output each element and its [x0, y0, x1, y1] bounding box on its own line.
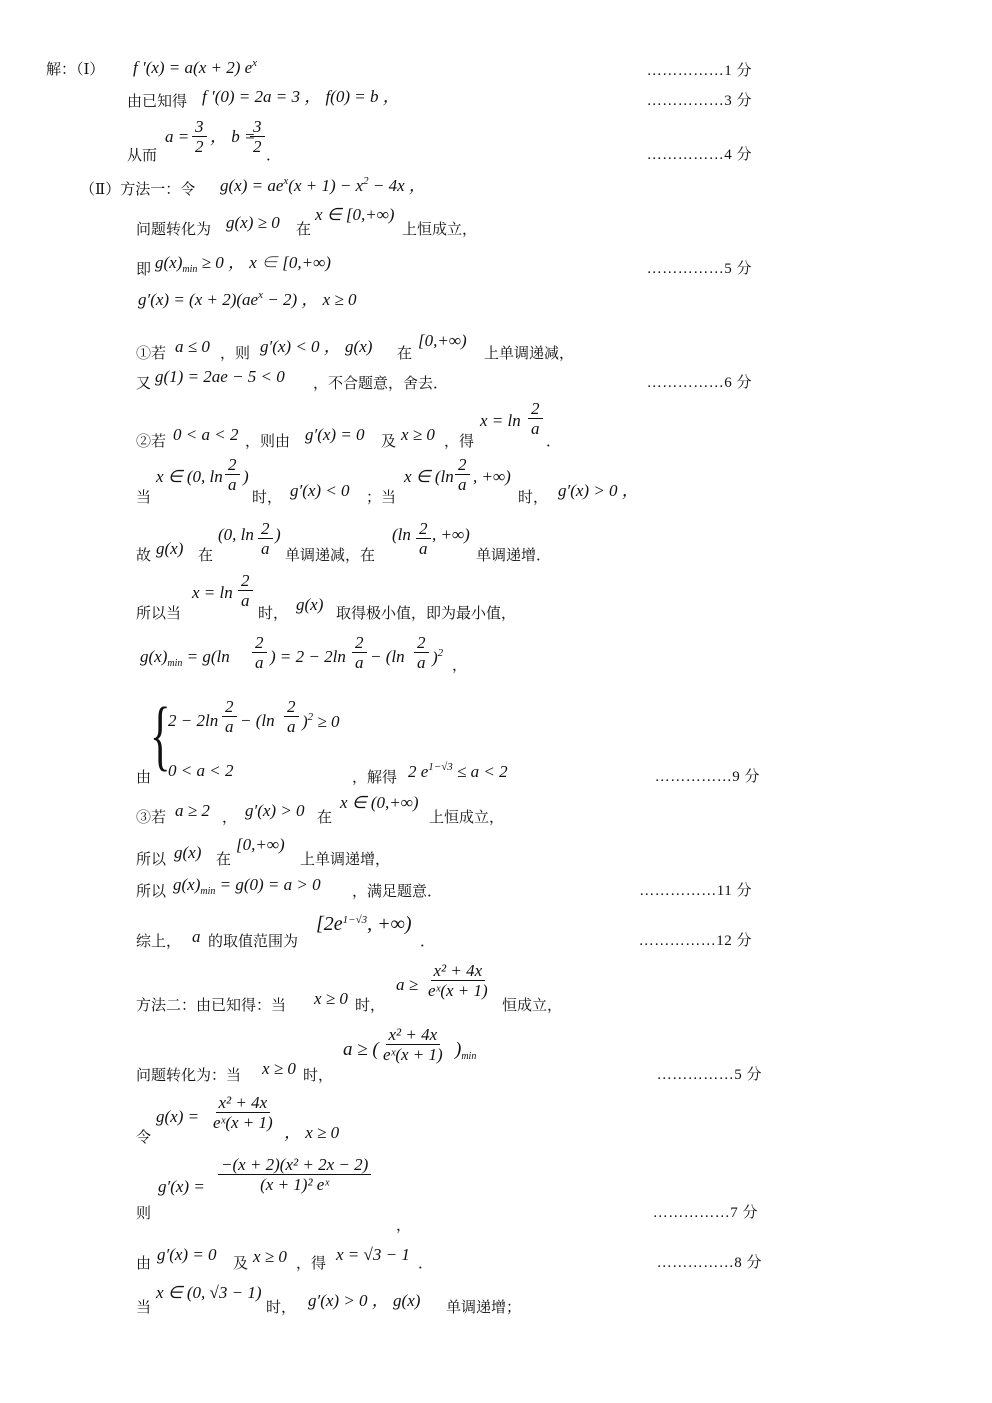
math: x ≥ 0 — [401, 425, 435, 444]
text: ，得 — [444, 432, 475, 450]
math: ， b = — [210, 127, 256, 146]
score-mark: ……………12 分 — [638, 933, 752, 949]
math: $g(x) = ae^x(x + 1) - x^2 - 4x$ ， — [220, 175, 426, 195]
math: )$_{min}$ — [455, 1039, 477, 1062]
fraction: $\frac{2}{a}$ — [225, 456, 240, 493]
text: 问题转化为：当 — [136, 1066, 242, 1084]
fraction: $\frac{2}{a}$ — [222, 698, 237, 735]
fraction: $\frac{2}{a}$ — [416, 520, 431, 557]
fraction: $\frac{\text{x² + 4x}}{\text{eˣ(x + 1)}}$ — [428, 961, 488, 1000]
math: ) — [243, 467, 249, 486]
math: a ≥ — [396, 975, 419, 994]
text: ， — [222, 808, 238, 826]
text: 上恒成立， — [429, 808, 505, 826]
score-mark: ……………1 分 — [646, 63, 752, 79]
text: 在 — [216, 850, 232, 868]
math: a ≥ 2 — [175, 801, 210, 820]
math: g(x) = — [156, 1107, 200, 1126]
part2-label: （Ⅱ）方法一：令 — [80, 180, 196, 198]
math: x ≥ 0 — [314, 989, 348, 1008]
math: (0, ln — [218, 525, 254, 544]
text: ． — [546, 432, 562, 450]
math: x ≥ 0 — [262, 1059, 296, 1078]
math: $g(x)_{min} = g(\ln$ — [140, 647, 230, 669]
text: 在 — [198, 546, 214, 564]
text: 恒成立， — [502, 996, 563, 1014]
math: g′(x) < 0 ， g(x) — [260, 337, 373, 356]
math: $g'(x) = (x + 2)(ae^x - 2)$ ， x ≥ 0 — [138, 289, 357, 309]
text: ． — [266, 146, 282, 164]
text: ，解得 — [352, 768, 398, 786]
fraction: $\frac{\text{x² + 4x}}{\text{eˣ(x + 1)}}$ — [213, 1093, 273, 1132]
math: )$^2$ — [432, 647, 444, 667]
math: g′(x) = 0 — [305, 425, 365, 444]
fraction: $\frac{2}{a}$ — [238, 572, 253, 609]
text: 故 — [136, 546, 152, 564]
left-brace: { — [150, 691, 171, 778]
math: x ≥ 0 — [253, 1247, 287, 1266]
math: [$2e^{1-√3}$, +∞) — [316, 913, 412, 935]
text: ，得 — [296, 1254, 327, 1272]
math: (ln — [392, 525, 411, 544]
math: f ′(x) = a(x + 2) $e^x$ — [133, 57, 258, 77]
text: 单调递减，在 — [285, 546, 376, 564]
fraction: $\frac{2}{a}$ — [252, 634, 267, 671]
text: 即 — [136, 260, 152, 278]
math: − (ln — [370, 647, 405, 666]
score-mark: ……………5 分 — [656, 1067, 762, 1083]
text: ，则 — [220, 344, 251, 362]
math: g′(x) > 0 — [245, 801, 305, 820]
math: x = ln — [192, 583, 233, 602]
text: ，则由 — [245, 432, 291, 450]
math: x ∈ (0, ln — [156, 467, 223, 486]
fraction: $\frac{3}{2}$ — [192, 118, 207, 155]
math: f ′(0) = 2a = 3 ， f(0) = b ， — [202, 87, 400, 106]
text: 及 — [233, 1254, 249, 1272]
score-mark: ……………8 分 — [656, 1255, 762, 1271]
math: a = — [165, 127, 190, 146]
math: [0,+∞) — [418, 331, 467, 350]
text: ，满足题意． — [352, 882, 443, 900]
fraction: $\frac{2}{a}$ — [284, 698, 299, 735]
math: g′(x) > 0 ， g(x) — [308, 1291, 421, 1310]
math: g′(x) < 0 — [290, 481, 350, 500]
math: g(x) — [156, 539, 184, 558]
text: 时， — [266, 1298, 297, 1316]
score-mark: ……………5 分 — [646, 261, 752, 277]
score-mark: ……………11 分 — [639, 883, 752, 899]
math: a ≤ 0 — [175, 337, 210, 356]
text: 在 — [317, 808, 333, 826]
text: 上单调递减， — [484, 344, 575, 362]
text: ①若 — [136, 344, 167, 362]
math: x ∈ (0, √3 − 1) — [156, 1283, 262, 1302]
text: 时， — [258, 604, 289, 622]
text: 问题转化为 — [136, 220, 212, 238]
math: x = √3 − 1 — [336, 1245, 410, 1264]
math: x ∈ (0,+∞) — [340, 793, 419, 812]
math: 2 $e^{1-√3} \le a < 2$ — [408, 761, 508, 781]
text: 由 — [136, 768, 152, 786]
text: 由 — [136, 1254, 152, 1272]
math: $g(x)_{min} = g(0) = a > 0$ — [173, 875, 321, 897]
math: a ≥ ( — [343, 1039, 379, 1060]
math: a — [192, 927, 201, 946]
text: 又 — [136, 374, 152, 392]
score-mark: ……………3 分 — [646, 93, 752, 109]
text: 由已知得 — [127, 92, 188, 110]
text: 则 — [136, 1204, 152, 1222]
text: 的取值范围为 — [208, 932, 299, 950]
math: g′(x) > 0 ， — [558, 481, 639, 500]
text: ③若 — [136, 808, 167, 826]
math: g(1) = 2ae − 5 < 0 — [155, 367, 285, 386]
text: 所以 — [136, 850, 167, 868]
math: 0 < a < 2 — [173, 425, 239, 444]
math: ) — [275, 525, 281, 544]
text: 所以 — [136, 882, 167, 900]
text: ， — [452, 656, 468, 674]
fraction: $\frac{\text{−(x + 2)(x² + 2x − 2)}}{\text{(x + 1)² eˣ}}$ — [218, 1156, 371, 1193]
math: ) = 2 − 2ln — [270, 647, 346, 666]
math: [0,+∞) — [236, 835, 285, 854]
math: )$^2$ ≥ 0 — [302, 711, 340, 731]
math: 2 − 2ln — [168, 711, 219, 730]
math: g(x) — [296, 595, 324, 614]
text: 令 — [136, 1128, 152, 1146]
text: 及 — [381, 432, 397, 450]
score-mark: ……………9 分 — [654, 769, 760, 785]
fraction: $\frac{3}{2}$ — [250, 118, 265, 155]
text: ，不合题意，舍去． — [313, 374, 449, 392]
text: 单调递增． — [476, 546, 552, 564]
text: 所以当 — [136, 604, 182, 622]
text: 时， — [355, 996, 386, 1014]
math: x ∈ (ln — [404, 467, 454, 486]
score-mark: ……………6 分 — [646, 375, 752, 391]
math: x = ln — [480, 411, 521, 430]
fraction: $\frac{2}{a}$ — [414, 634, 429, 671]
fraction: $\frac{2}{a}$ — [455, 456, 470, 493]
math: g′(x) = 0 — [157, 1245, 217, 1264]
math: $g(x)_{min} \ge 0$ ， x ∈ [0,+∞) — [155, 253, 331, 275]
text: 时， — [252, 488, 283, 506]
method2-label: 方法二：由已知得：当 — [136, 996, 287, 1014]
text: 时， — [303, 1066, 334, 1084]
math: , +∞) — [473, 467, 511, 486]
score-mark: ……………4 分 — [646, 147, 752, 163]
text: 取得极小值，即为最小值， — [336, 604, 517, 622]
text: 当 — [136, 488, 152, 506]
score-mark: ……………7 分 — [652, 1205, 758, 1221]
text: ；当 — [366, 488, 397, 506]
text: 在 — [397, 344, 413, 362]
math: ， x ≥ 0 — [284, 1123, 340, 1142]
text: 单调递增； — [446, 1298, 522, 1316]
math: − (ln — [240, 711, 275, 730]
text: ②若 — [136, 432, 167, 450]
math: g(x) — [174, 843, 202, 862]
text: 上单调递增， — [300, 850, 391, 868]
text: ， — [396, 1216, 412, 1234]
math: , +∞) — [432, 525, 470, 544]
text: 时， — [518, 488, 549, 506]
fraction: $\frac{2}{a}$ — [352, 634, 367, 671]
text: 在 — [296, 220, 312, 238]
part1-label: 解：（Ⅰ） — [46, 60, 105, 78]
math: g′(x) = — [158, 1177, 205, 1196]
text: 从而 — [127, 146, 158, 164]
fraction: $\frac{2}{a}$ — [258, 520, 273, 557]
text: 上恒成立， — [402, 220, 478, 238]
math: x ∈ [0,+∞) — [315, 205, 395, 224]
math: g(x) ≥ 0 — [226, 213, 280, 232]
fraction: $\frac{2}{a}$ — [528, 400, 543, 437]
text: 当 — [136, 1298, 152, 1316]
math: 0 < a < 2 — [168, 761, 234, 780]
fraction: $\frac{\text{x² + 4x}}{\text{eˣ(x + 1)}}$ — [383, 1025, 443, 1064]
text: ． — [418, 1254, 434, 1272]
text: ． — [420, 932, 436, 950]
text: 综上， — [136, 932, 182, 950]
